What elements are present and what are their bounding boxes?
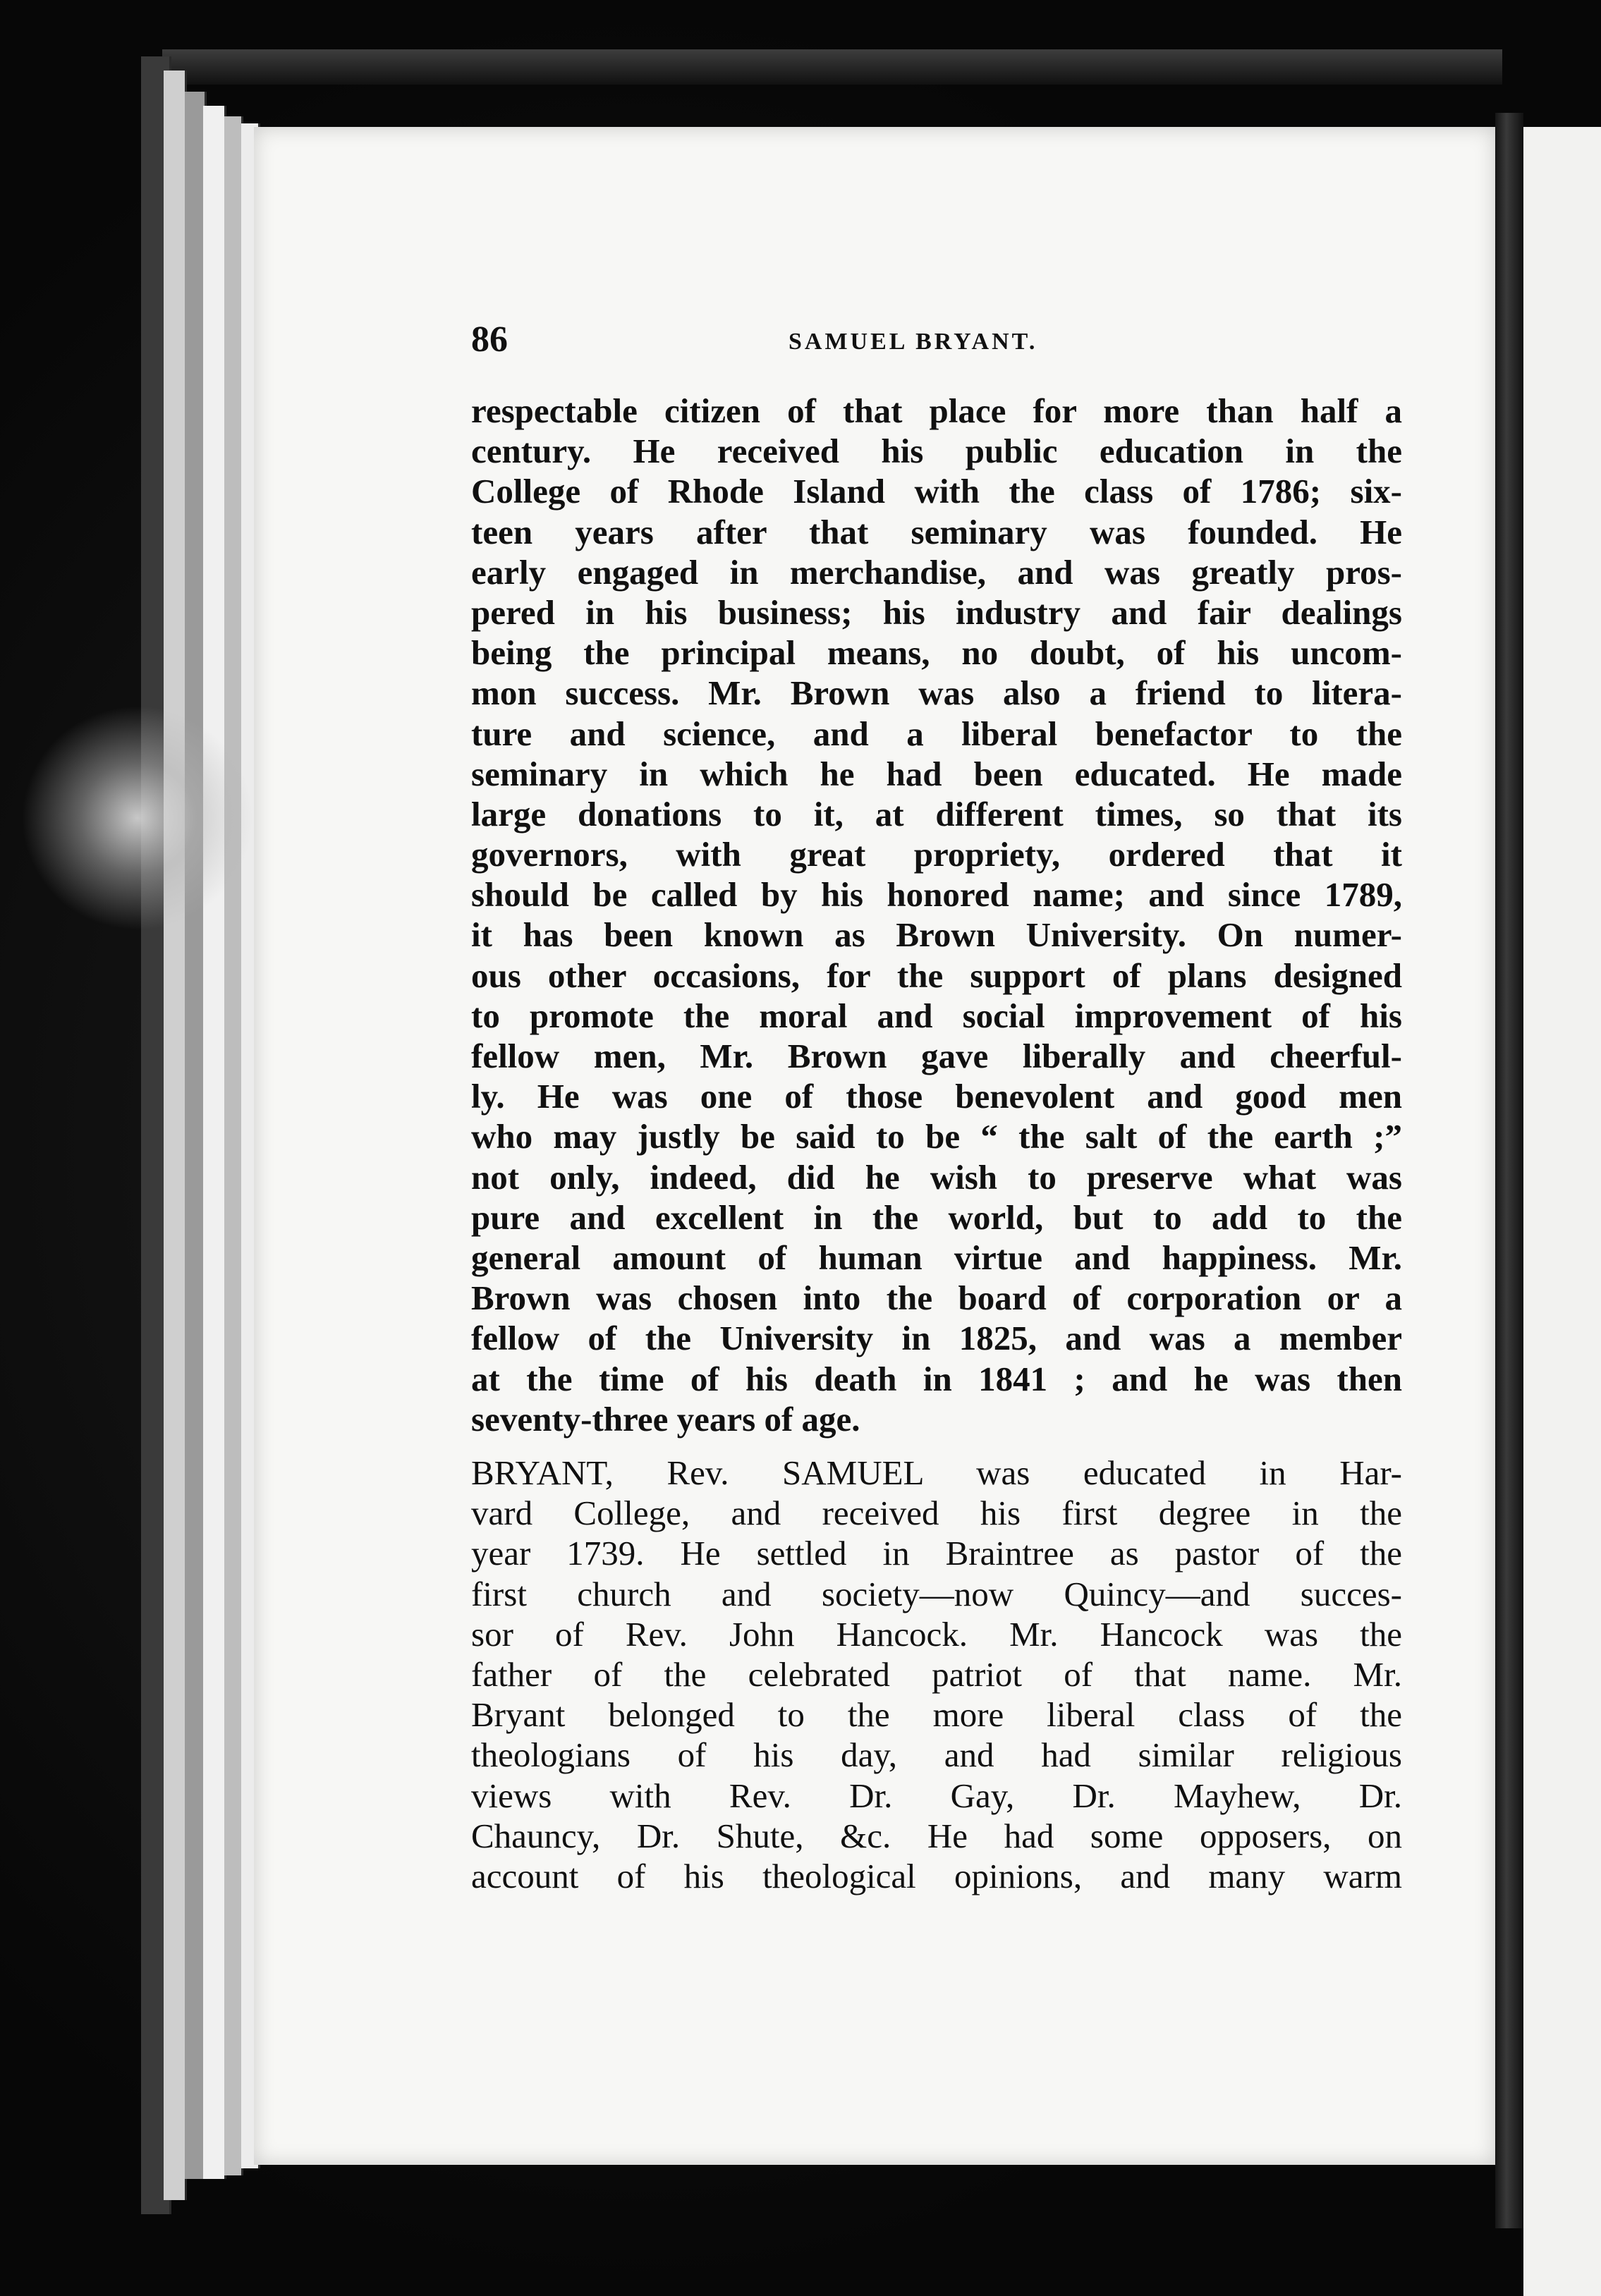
text-line: theologians of his day, and had similar religious — [471, 1735, 1402, 1775]
text-line: ous other occasions, for the support of plans designed — [471, 955, 1402, 995]
text-line: early engaged in merchandise, and was greatly pros- — [471, 552, 1402, 592]
text-line: account of his theological opinions, and many warm — [471, 1856, 1402, 1895]
text-line: century. He received his public education in the — [471, 432, 1402, 471]
paper-smudge — [21, 705, 254, 931]
text-line: governors, with great propriety, ordered that it — [471, 835, 1402, 874]
facing-page-edge — [1523, 127, 1601, 2296]
text-line: not only, indeed, did he wish to preserve what was — [471, 1157, 1402, 1197]
book-edge — [164, 71, 187, 2200]
text-line: pure and excellent in the world, but to add to the — [471, 1197, 1402, 1237]
text-line: who may justly be said to be “ the salt of the earth ;” — [471, 1117, 1402, 1156]
text-line: at the time of his death in 1841 ; and he was then — [471, 1359, 1402, 1398]
text-line: ture and science, and a liberal benefactor to the — [471, 714, 1402, 753]
text-line: father of the celebrated patriot of that name. Mr. — [471, 1654, 1402, 1694]
book-edge — [224, 116, 243, 2175]
text-line: seminary in which he had been educated. He made — [471, 754, 1402, 793]
text-line: pered in his business; his industry and fair dealings — [471, 592, 1402, 632]
text-line: vard College, and received his first degree in the — [471, 1494, 1402, 1533]
text-line: College of Rhode Island with the class of 1786; six- — [471, 472, 1402, 511]
paragraph-brown — [471, 391, 1402, 1439]
text-line: should be called by his honored name; and since 1789, — [471, 875, 1402, 915]
paragraph-bryant — [471, 1453, 1402, 1896]
text-line: it has been known as Brown University. On numer- — [471, 915, 1402, 955]
text-line: mon success. Mr. Brown was also a friend to litera- — [471, 673, 1402, 713]
text-line: seventy-three years of age. — [471, 1399, 860, 1439]
text-line: ly. He was one of those benevolent and good men — [471, 1077, 1402, 1116]
page-number: 86 — [471, 319, 508, 360]
book-edge — [203, 106, 226, 2179]
text-line: first church and society—now Quincy—and succes- — [471, 1574, 1402, 1613]
running-head: SAMUEL BRYANT. — [789, 329, 1038, 355]
text-line: Brown was chosen into the board of corporation or a — [471, 1278, 1402, 1318]
text-line: large donations to it, at different times, so that its — [471, 794, 1402, 833]
text-line: teen years after that seminary was founded. He — [471, 512, 1402, 551]
text-line: sor of Rev. John Hancock. Mr. Hancock was the — [471, 1614, 1402, 1654]
text-line: fellow men, Mr. Brown gave liberally and cheerful- — [471, 1037, 1402, 1075]
text-line: Chauncy, Dr. Shute, &c. He had some opposers, on — [471, 1816, 1402, 1855]
text-line: year 1739. He settled in Braintree as pastor of the — [471, 1534, 1402, 1573]
text-line: Bryant belonged to the more liberal class of the — [471, 1695, 1402, 1735]
page-header — [471, 319, 1402, 361]
gutter-shadow — [1495, 113, 1523, 2228]
text-line: to promote the moral and social improvement of his — [471, 996, 1402, 1035]
text-line: general amount of human virtue and happiness. Mr. — [471, 1238, 1402, 1277]
text-line: BRYANT, Rev. SAMUEL was educated in Har- — [471, 1453, 1402, 1492]
text-line: fellow of the University in 1825, and was a member — [471, 1319, 1402, 1358]
text-line: being the principal means, no doubt, of his uncom- — [471, 633, 1402, 673]
text-line: views with Rev. Dr. Gay, Dr. Mayhew, Dr. — [471, 1776, 1402, 1815]
text-line: respectable citizen of that place for more than half a — [471, 391, 1402, 430]
book-top-edge — [162, 49, 1502, 85]
